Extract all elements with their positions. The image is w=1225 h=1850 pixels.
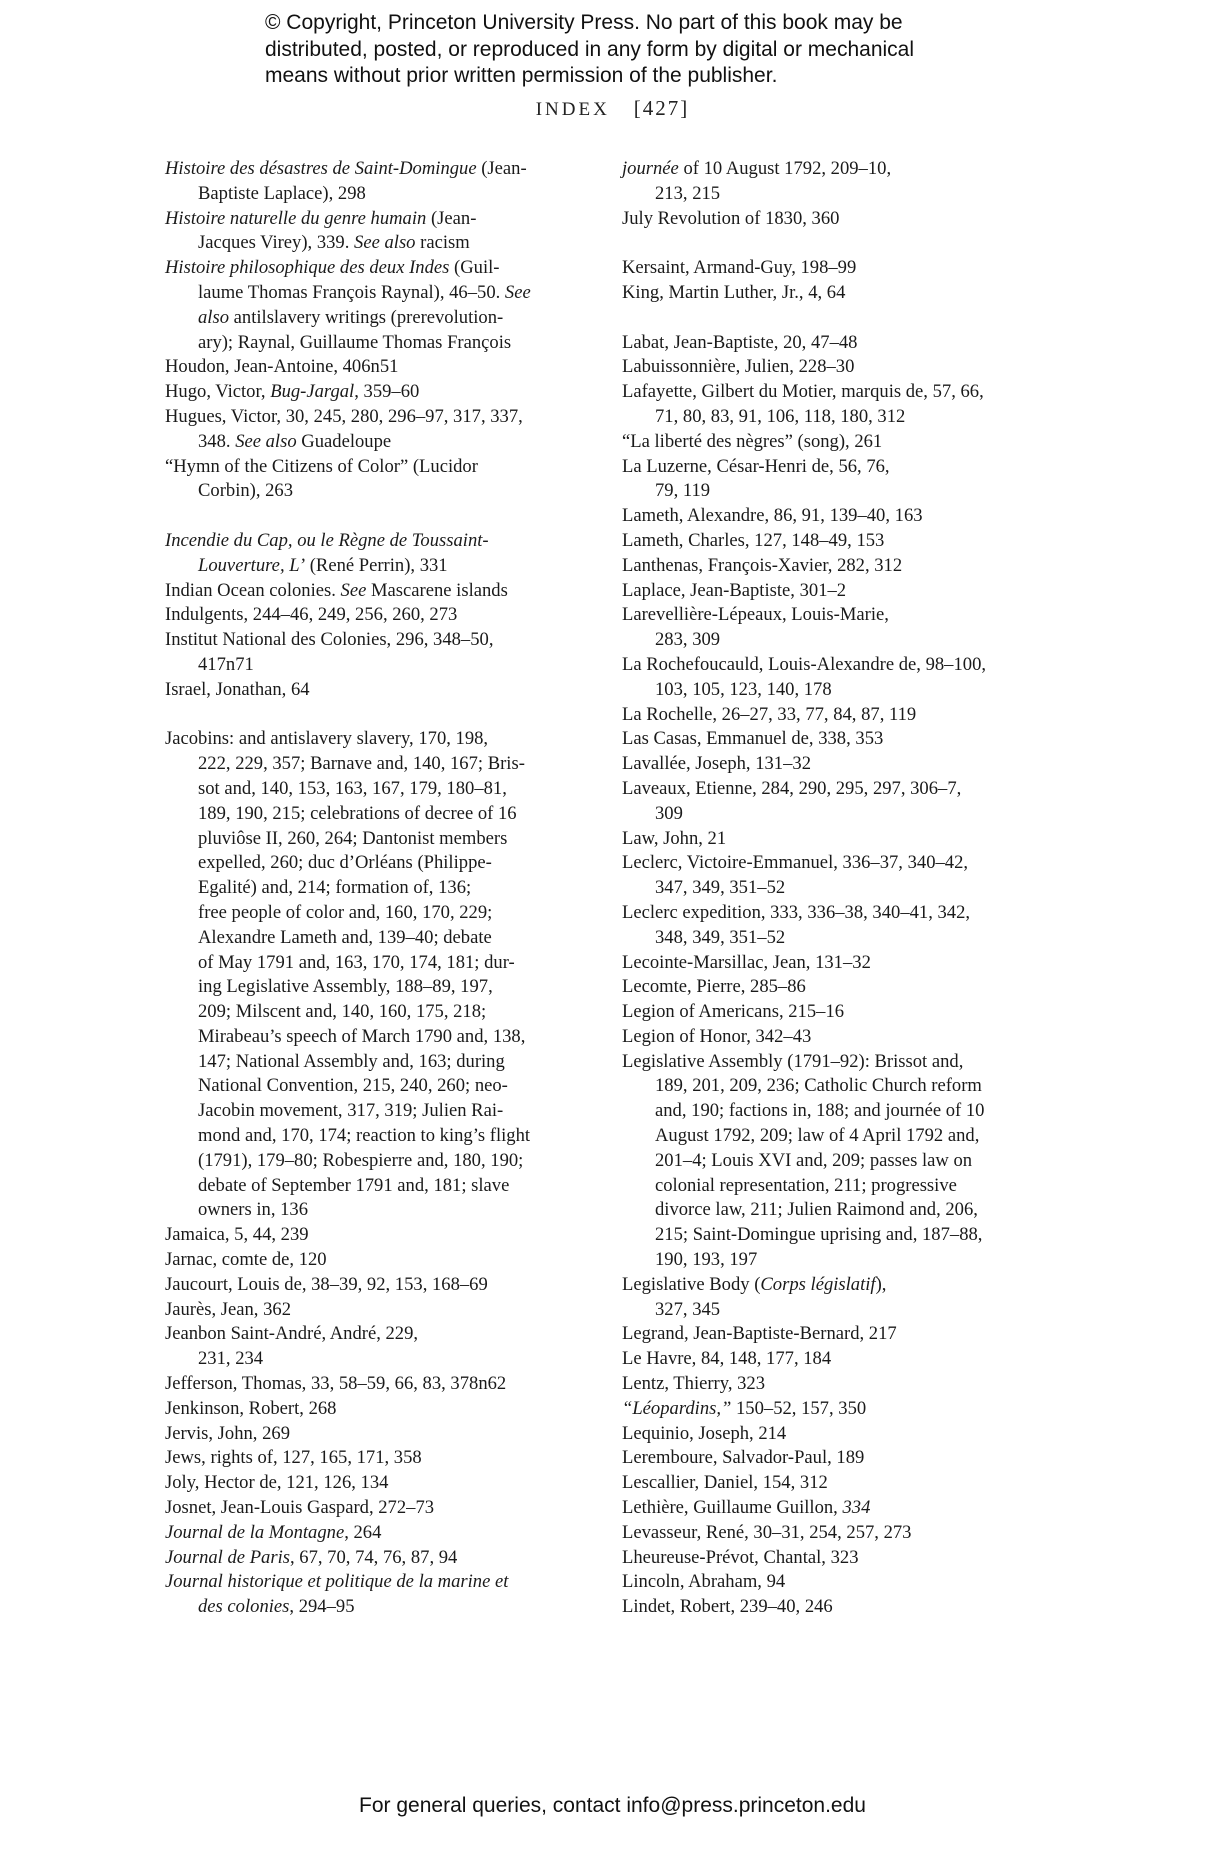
- index-entry: Lameth, Charles, 127, 148–49, 153: [622, 529, 885, 551]
- index-entry: Lameth, Alexandre, 86, 91, 139–40, 163: [622, 505, 923, 527]
- section-title: INDEX: [535, 99, 610, 120]
- index-entry: Legion of Honor, 342–43: [622, 1025, 812, 1047]
- index-entry: Josnet, Jean-Louis Gaspard, 272–73: [165, 1497, 435, 1519]
- index-column-right: [622, 157, 1052, 1620]
- index-entry: Leclerc expedition, 333, 336–38, 340–41, 342, 348, 349, 351–52: [622, 901, 971, 948]
- index-entry: Lavallée, Joseph, 131–32: [622, 753, 811, 775]
- index-entry: Hugo, Victor, Bug-Jargal, 359–60: [165, 381, 420, 403]
- index-entry: Lequinio, Joseph, 214: [622, 1422, 787, 1444]
- index-entry: Houdon, Jean-Antoine, 406n51: [165, 356, 399, 378]
- index-entry: Labat, Jean-Baptiste, 20, 47–48: [622, 331, 858, 353]
- copyright-line-1: © Copyright, Princeton University Press. No part of this book may be: [265, 11, 903, 34]
- index-entry: Laveaux, Etienne, 284, 290, 295, 297, 306–7, 309: [622, 777, 962, 824]
- index-entry: Joly, Hector de, 121, 126, 134: [165, 1472, 389, 1494]
- index-entry: Jaurès, Jean, 362: [165, 1298, 291, 1320]
- index-entry: Legislative Assembly (1791–92): Brissot and, 189, 201, 209, 236; Catholic Church reform and, 190; factions in, 188; and journée of 10 August 1792, 209; law of 4 April 1792 and, 201–4; Louis XVI and, 209; passes law on colonial representation, 211; progressive divorce law, 211; Julien Raimond and, 206, 215; Saint-Domingue uprising and, 187–88, 190, 193, 197: [622, 1050, 985, 1271]
- index-entry: Laplace, Jean-Baptiste, 301–2: [622, 579, 847, 601]
- index-entry: La Rochelle, 26–27, 33, 77, 84, 87, 119: [622, 703, 917, 725]
- index-entry: July Revolution of 1830, 360: [622, 207, 840, 229]
- entry-gap: [622, 306, 1052, 331]
- index-entry: Lanthenas, François-Xavier, 282, 312: [622, 554, 903, 576]
- index-entry: Lafayette, Gilbert du Motier, marquis de, 57, 66, 71, 80, 83, 91, 106, 118, 180, 312: [622, 381, 984, 427]
- copyright-line-2: distributed, posted, or reproduced in any form by digital or mechanical: [265, 37, 915, 61]
- index-column-left: [165, 157, 585, 1620]
- entry-gap: [622, 231, 1052, 256]
- index-entry: Institut National des Colonies, 296, 348–50, 417n71: [165, 629, 494, 675]
- index-entry: Histoire naturelle du genre humain (Jean- Jacques Virey), 339. See also racism: [165, 207, 477, 254]
- copyright-line-3: means without prior written permission of the publisher.: [265, 64, 778, 87]
- index-entry: Jervis, John, 269: [165, 1422, 290, 1444]
- index-entry: Lincoln, Abraham, 94: [622, 1571, 786, 1593]
- index-entry: Lecomte, Pierre, 285–86: [622, 976, 806, 998]
- index-entry: Legion of Americans, 215–16: [622, 1001, 845, 1023]
- index-entry: “Hymn of the Citizens of Color” (Lucidor Corbin), 263: [165, 455, 478, 502]
- index-entry: Legislative Body (Corps législatif), 327, 345: [622, 1273, 887, 1320]
- index-entry: Histoire philosophique des deux Indes (Guil- laume Thomas François Raynal), 46–50. See also antilslavery writings (prerevolution- ary); Raynal, Guillaume Thomas François: [165, 257, 531, 353]
- index-entry: Indian Ocean colonies. See Mascarene islands: [165, 579, 508, 601]
- index-entry: Indulgents, 244–46, 249, 256, 260, 273: [165, 604, 458, 626]
- running-head: [0, 96, 1225, 121]
- index-entry: Jews, rights of, 127, 165, 171, 358: [165, 1447, 422, 1469]
- index-entry: Leclerc, Victoire-Emmanuel, 336–37, 340–42, 347, 349, 351–52: [622, 852, 969, 899]
- index-entry: Journal de la Montagne, 264: [165, 1521, 382, 1543]
- index-entry: Jaucourt, Louis de, 38–39, 92, 153, 168–69: [165, 1273, 488, 1295]
- index-entry: Kersaint, Armand-Guy, 198–99: [622, 257, 857, 279]
- index-entry: Israel, Jonathan, 64: [165, 678, 310, 700]
- index-entry: Larevellière-Lépeaux, Louis-Marie, 283, 309: [622, 604, 889, 651]
- page-number: [427]: [633, 96, 690, 120]
- index-entry: Lecointe-Marsillac, Jean, 131–32: [622, 951, 871, 973]
- index-entry: Jacobins: and antislavery slavery, 170, 198, 222, 229, 357; Barnave and, 140, 167; Bris- sot and, 140, 153, 163, 167, 179, 180–81, 189, 190, 215; celebrations of decree of 16 pluviôse II, 260, 264; Dantonist members expelled, 260; duc d’Orléans (Philippe- Egalité) and, 214; formation of, 136; free people of color and, 160, 170, 229; Alexandre Lameth and, 139–40; debate of May 1791 and, 163, 170, 174, 181; dur- ing Legislative Assembly, 188–89, 197, 209; Milscent and, 140, 160, 175, 218; Mirabeau’s speech of March 1790 and, 138, 147; National Assembly and, 163; during National Convention, 215, 240, 260; neo- Jacobin movement, 317, 319; Julien Rai- mond and, 170, 174; reaction to king’s flight (1791), 179–80; Robespierre and, 180, 190; debate of September 1791 and, 181; slave owners in, 136: [165, 728, 531, 1221]
- index-entry: La Rochefoucauld, Louis-Alexandre de, 98–100, 103, 105, 123, 140, 178: [622, 653, 987, 700]
- index-entry: Jarnac, comte de, 120: [165, 1249, 327, 1271]
- entry-gap: [165, 504, 585, 529]
- index-entry: Lethière, Guillaume Guillon, 334: [622, 1497, 871, 1519]
- index-entry: Labuissonnière, Julien, 228–30: [622, 356, 855, 378]
- index-entry: Journal de Paris, 67, 70, 74, 76, 87, 94: [165, 1546, 458, 1568]
- index-entry: Le Havre, 84, 148, 177, 184: [622, 1348, 832, 1370]
- index-entry: “La liberté des nègres” (song), 261: [622, 430, 883, 452]
- index-entry: Jefferson, Thomas, 33, 58–59, 66, 83, 378n62: [165, 1373, 507, 1395]
- index-entry: Law, John, 21: [622, 827, 727, 849]
- index-entry: La Luzerne, César-Henri de, 56, 76, 79, 119: [622, 455, 890, 502]
- index-entry: Journal historique et politique de la marine et des colonies, 294–95: [165, 1571, 509, 1618]
- index-entry: Las Casas, Emmanuel de, 338, 353: [622, 728, 884, 750]
- footer-contact: For general queries, contact info@press.princeton.edu: [359, 1794, 866, 1817]
- index-entry: Levasseur, René, 30–31, 254, 257, 273: [622, 1521, 912, 1543]
- index-entry: Hugues, Victor, 30, 245, 280, 296–97, 317, 337, 348. See also Guadeloupe: [165, 405, 523, 452]
- index-entry: Leremboure, Salvador-Paul, 189: [622, 1447, 865, 1469]
- copyright-notice: [265, 10, 1025, 90]
- index-entry: Histoire des désastres de Saint-Domingue (Jean- Baptiste Laplace), 298: [165, 158, 527, 204]
- index-entry: Lindet, Robert, 239–40, 246: [622, 1596, 833, 1618]
- index-entry: “Léopardins,” 150–52, 157, 350: [622, 1397, 867, 1419]
- entry-gap: [165, 703, 585, 728]
- index-entry: Jamaica, 5, 44, 239: [165, 1224, 309, 1246]
- index-entry: Lescallier, Daniel, 154, 312: [622, 1472, 828, 1494]
- index-entry: Lheureuse-Prévot, Chantal, 323: [622, 1546, 859, 1568]
- index-entry: Incendie du Cap, ou le Règne de Toussaint- Louverture, L’ (René Perrin), 331: [165, 529, 489, 576]
- index-entry: Legrand, Jean-Baptiste-Bernard, 217: [622, 1323, 897, 1345]
- index-entry: Jeanbon Saint-André, André, 229, 231, 234: [165, 1323, 419, 1370]
- index-entry: King, Martin Luther, Jr., 4, 64: [622, 281, 846, 303]
- index-entry: Lentz, Thierry, 323: [622, 1373, 766, 1395]
- index-entry: journée of 10 August 1792, 209–10, 213, 215: [622, 158, 892, 204]
- index-entry: Jenkinson, Robert, 268: [165, 1397, 337, 1419]
